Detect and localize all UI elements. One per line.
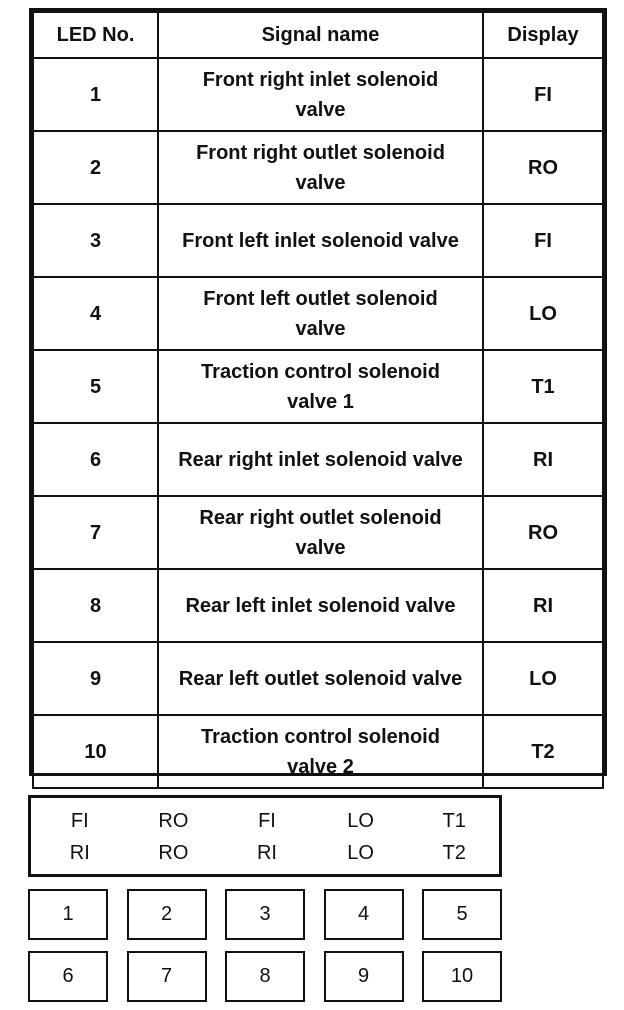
signal-name-cell bbox=[158, 642, 483, 715]
display-label-bottom: RI bbox=[69, 842, 90, 864]
signal-name-text: Front left inlet solenoid valve bbox=[182, 229, 459, 252]
led-number-cell: 5 bbox=[33, 350, 158, 423]
signal-name-text: Rear right inlet solenoid valve bbox=[178, 448, 463, 471]
signal-name-text: Front right outlet solenoid valve bbox=[196, 141, 445, 194]
led-number-cell: 4 bbox=[33, 277, 158, 350]
display-code-cell: LO bbox=[483, 277, 603, 350]
led-number-cell: 8 bbox=[33, 569, 158, 642]
signal-name-cell bbox=[158, 204, 483, 277]
signal-name-cell bbox=[158, 58, 483, 131]
led-button-1[interactable]: 1 bbox=[28, 889, 108, 940]
table-row bbox=[33, 715, 603, 788]
table-header-row bbox=[33, 12, 603, 58]
signal-name-cell bbox=[158, 423, 483, 496]
led-number-cell: 3 bbox=[33, 204, 158, 277]
led-button-3[interactable]: 3 bbox=[225, 889, 305, 940]
led-signal-table bbox=[32, 11, 604, 789]
table-row bbox=[33, 642, 603, 715]
display-label-bottom: T2 bbox=[442, 842, 466, 864]
display-label-bottom: RI bbox=[256, 842, 277, 864]
header-display: Display bbox=[483, 12, 603, 58]
display-label-bottom: LO bbox=[347, 842, 374, 864]
header-signal-name: Signal name bbox=[158, 12, 483, 58]
signal-name-text: Rear left inlet solenoid valve bbox=[185, 594, 456, 617]
display-label-grid bbox=[31, 808, 499, 866]
led-number-cell: 10 bbox=[33, 715, 158, 788]
led-button-4[interactable]: 4 bbox=[324, 889, 404, 940]
display-code-cell: RI bbox=[483, 423, 603, 496]
table-row bbox=[33, 204, 603, 277]
led-signal-table-container bbox=[29, 8, 607, 776]
header-led-no: LED No. bbox=[33, 12, 158, 58]
led-number-cell: 6 bbox=[33, 423, 158, 496]
led-number-cell: 1 bbox=[33, 58, 158, 131]
display-code-cell: FI bbox=[483, 204, 603, 277]
signal-name-cell bbox=[158, 277, 483, 350]
led-button-row-2 bbox=[28, 951, 502, 1002]
display-code-cell: RO bbox=[483, 496, 603, 569]
display-label-bottom: RO bbox=[158, 842, 189, 864]
led-number-cell: 9 bbox=[33, 642, 158, 715]
table-row bbox=[33, 58, 603, 131]
table-row bbox=[33, 277, 603, 350]
led-button-2[interactable]: 2 bbox=[127, 889, 207, 940]
led-button-7[interactable]: 7 bbox=[127, 951, 207, 1002]
signal-name-text: Front right inlet solenoid valve bbox=[202, 68, 439, 121]
led-display-panel bbox=[28, 795, 502, 877]
display-code-cell: FI bbox=[483, 58, 603, 131]
led-button-10[interactable]: 10 bbox=[422, 951, 502, 1002]
led-button-row-1 bbox=[28, 889, 502, 940]
table-row bbox=[33, 350, 603, 423]
signal-name-text: Front left outlet solenoid valve bbox=[203, 287, 438, 340]
led-button-6[interactable]: 6 bbox=[28, 951, 108, 1002]
display-code-cell: RI bbox=[483, 569, 603, 642]
signal-name-text: Traction control solenoid valve 2 bbox=[201, 725, 440, 778]
table-row bbox=[33, 569, 603, 642]
led-button-5[interactable]: 5 bbox=[422, 889, 502, 940]
signal-name-cell bbox=[158, 131, 483, 204]
led-button-9[interactable]: 9 bbox=[324, 951, 404, 1002]
led-button-8[interactable]: 8 bbox=[225, 951, 305, 1002]
display-label-top: RO bbox=[158, 810, 189, 832]
signal-name-cell bbox=[158, 496, 483, 569]
signal-name-text: Rear right outlet solenoid valve bbox=[199, 506, 442, 559]
table-row bbox=[33, 131, 603, 204]
display-code-cell: LO bbox=[483, 642, 603, 715]
led-number-cell: 7 bbox=[33, 496, 158, 569]
display-label-top: LO bbox=[347, 810, 374, 832]
signal-name-cell bbox=[158, 350, 483, 423]
signal-name-text: Traction control solenoid valve 1 bbox=[201, 360, 440, 413]
display-label-top: T1 bbox=[442, 810, 466, 832]
led-number-cell: 2 bbox=[33, 131, 158, 204]
display-code-cell: RO bbox=[483, 131, 603, 204]
table-row bbox=[33, 423, 603, 496]
signal-name-cell bbox=[158, 715, 483, 788]
table-row bbox=[33, 496, 603, 569]
display-label-top: FI bbox=[258, 810, 276, 832]
signal-name-cell bbox=[158, 569, 483, 642]
signal-name-text: Rear left outlet solenoid valve bbox=[178, 667, 463, 690]
display-label-top: FI bbox=[70, 810, 89, 832]
display-code-cell: T1 bbox=[483, 350, 603, 423]
display-code-cell: T2 bbox=[483, 715, 603, 788]
